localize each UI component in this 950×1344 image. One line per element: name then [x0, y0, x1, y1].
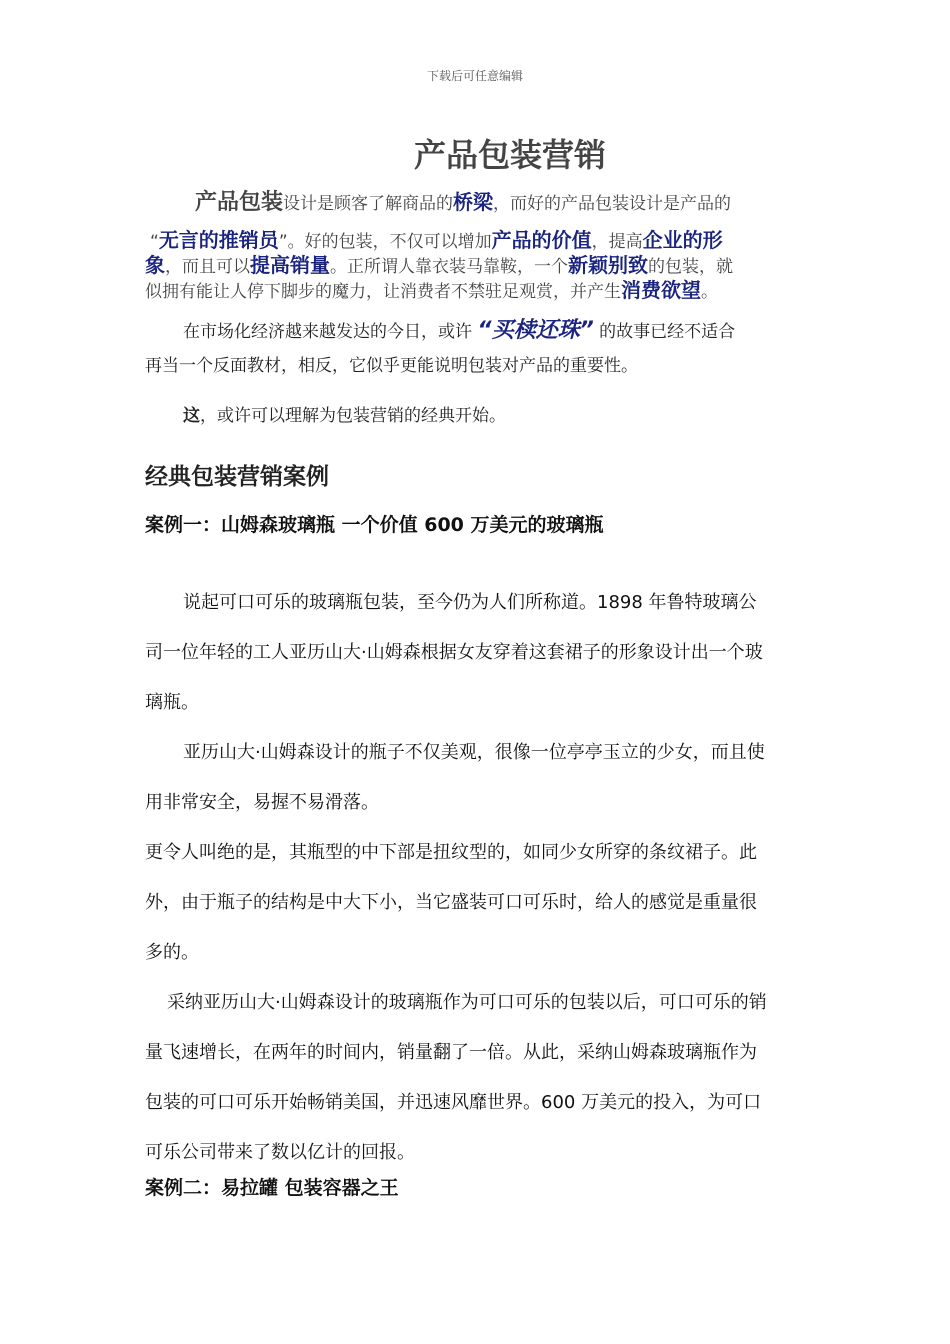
case1-p3-line-3: 多的。 — [145, 942, 199, 963]
highlight-enterprise-image: 企业的形 — [642, 228, 723, 252]
intro-line-4 — [145, 274, 718, 303]
intro-text: 设计是顾客了解商品的 — [283, 194, 454, 214]
case1-p3-line-2: 外，由于瓶子的结构是中大下小，当它盛装可口可乐时，给人的感觉是重量很 — [145, 892, 757, 913]
case1-p1-line-2: 司一位年轻的工人亚历山大·山姆森根据女友穿着这套裙子的形象设计出一个玻 — [145, 642, 763, 663]
para3 — [183, 401, 506, 426]
intro-text: 的包装，就 — [648, 257, 733, 277]
header-note: 下载后可任意编辑 — [426, 69, 523, 83]
highlight-enterprise-image-end: 象 — [145, 253, 165, 277]
para2-text: 的故事已经不适合 — [599, 322, 736, 342]
para3-lead: 这 — [183, 406, 200, 426]
case1-p4-line-2: 量飞速增长，在两年的时间内，销量翻了一倍。从此，采纳山姆森玻璃瓶作为 — [145, 1042, 757, 1063]
case1-p2-line-2: 用非常安全，易握不易滑落。 — [145, 792, 379, 813]
case1-heading: 案例一：山姆森玻璃瓶 一个价值 600 万美元的玻璃瓶 — [145, 514, 604, 536]
case1-p2-line-1: 亚历山大·山姆森设计的瓶子不仅美观，很像一位亭亭玉立的少女，而且使 — [183, 742, 765, 763]
highlight-product-value: 产品的价值 — [491, 228, 592, 252]
intro-text: 似拥有能让人停下脚步的魔力，让消费者不禁驻足观赏，并产生 — [145, 282, 621, 302]
para2-line-1 — [183, 313, 735, 344]
intro-text: ”。好的包装，不仅可以增加 — [278, 232, 492, 252]
highlight-desire: 消费欲望 — [621, 278, 701, 302]
para2-text: 在市场化经济越来越发达的今日，或许 — [183, 322, 472, 342]
highlight-idiom: “买椟还珠” — [477, 318, 594, 343]
intro-text: ，提高 — [591, 232, 643, 252]
para2-line-2: 再当一个反面教材，相反，它似乎更能说明包装对产品的重要性。 — [145, 356, 638, 376]
case1-p1-line-1: 说起可口可乐的玻璃瓶包装，至今仍为人们所称道。1898 年鲁特玻璃公 — [183, 592, 757, 613]
intro-text: ，而好的产品包装设计是产品的 — [493, 194, 732, 214]
case1-p4-line-4: 可乐公司带来了数以亿计的回报。 — [145, 1142, 415, 1163]
intro-line-1 — [195, 185, 731, 216]
case1-p3-line-1: 更令人叫绝的是，其瓶型的中下部是扭纹型的，如同少女所穿的条纹裙子。此 — [145, 842, 757, 863]
intro-text: “ — [150, 232, 159, 252]
page-title: 产品包装营销 — [413, 136, 606, 174]
intro-text: ，而且可以 — [165, 257, 250, 277]
section-heading: 经典包装营销案例 — [145, 464, 329, 490]
case1-p1-line-3: 璃瓶。 — [145, 692, 199, 713]
intro-text: 。 — [701, 282, 718, 302]
highlight-sales: 提高销量 — [250, 253, 330, 277]
case2-heading: 案例二：易拉罐 包装容器之王 — [145, 1177, 399, 1199]
para3-text: ，或许可以理解为包装营销的经典开始。 — [200, 406, 506, 426]
case1-p4-line-3: 包装的可口可乐开始畅销美国，并迅速风靡世界。600 万美元的投入，为可口 — [145, 1092, 762, 1113]
highlight-bridge: 桥梁 — [453, 190, 494, 214]
highlight-novel: 新颖别致 — [568, 253, 648, 277]
highlight-silent-salesman: 无言的推销员 — [158, 228, 279, 252]
intro-lead: 产品包装 — [195, 190, 284, 215]
intro-text: 。正所谓人靠衣装马靠鞍，一个 — [330, 257, 568, 277]
case1-p4-line-1: 采纳亚历山大·山姆森设计的玻璃瓶作为可口可乐的包装以后，可口可乐的销 — [167, 992, 767, 1013]
